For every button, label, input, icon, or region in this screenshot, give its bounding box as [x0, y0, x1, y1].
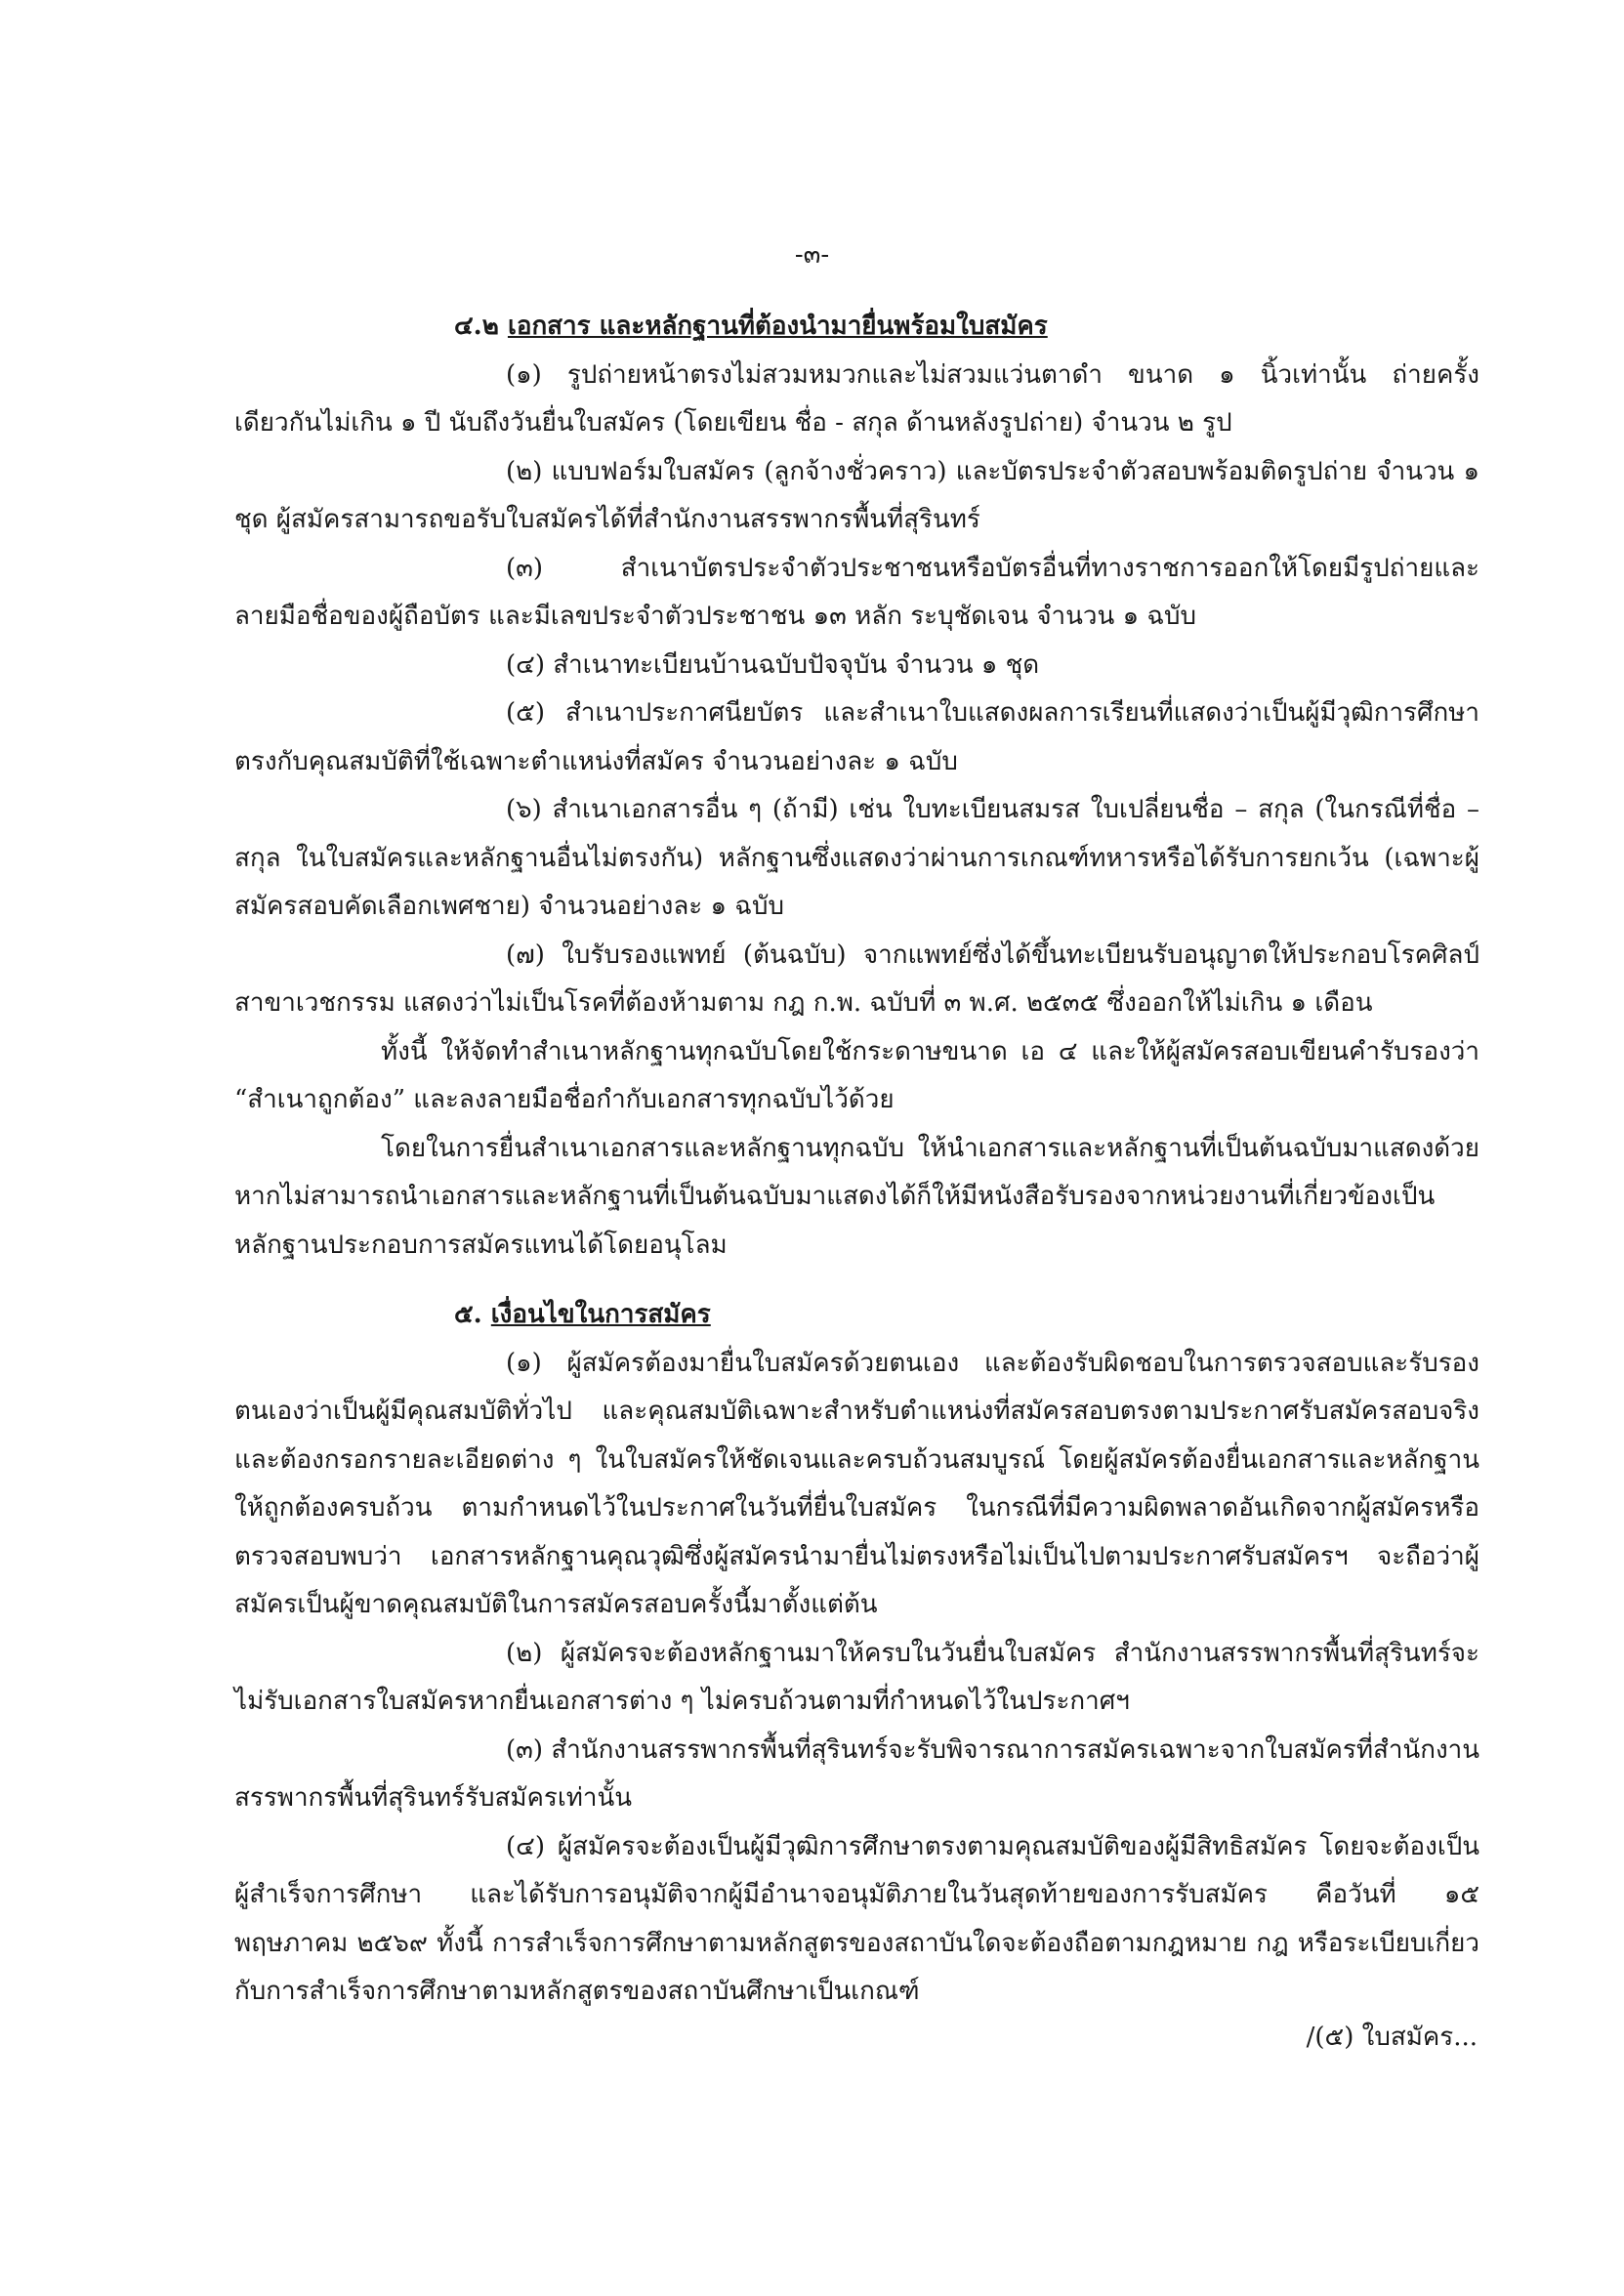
doc-item-6: (๖) สำเนาเอกสารอื่น ๆ (ถ้ามี) เช่น ใบทะเบียนสมรส ใบเปลี่ยนชื่อ – สกุล (ในกรณีที่ชื่อ – สกุล ในใบสมัครและหลักฐานอื่นไม่ตรงกัน) หลักฐานซึ่งแสดงว่าผ่านการเกณฑ์ทหารหรือได้รับการยกเว้น (เฉพาะผู้สมัครสอบคัดเลือกเพศชาย) จำนวนอย่างละ ๑ ฉบับ [234, 795, 1479, 921]
section-5-heading [234, 1291, 1479, 1340]
section-4-2-number: ๔.๒ [454, 312, 499, 341]
section-4-2-title: เอกสาร และหลักฐานที่ต้องนำมายื่นพร้อมใบสมัคร [507, 312, 1048, 341]
doc-item-3: (๓) สำเนาบัตรประจำตัวประชาชนหรือบัตรอื่นที่ทางราชการออกให้โดยมีรูปถ่ายและลายมือชื่อของผู้ถือบัตร และมีเลขประจำตัวประชาชน ๑๓ หลัก ระบุชัดเจน จำนวน ๑ ฉบับ [234, 553, 1479, 631]
section-5-number: ๕. [454, 1300, 482, 1329]
condition-item-1: (๑) ผู้สมัครต้องมายื่นใบสมัครด้วยตนเอง และต้องรับผิดชอบในการตรวจสอบและรับรองตนเองว่าเป็นผู้มีคุณสมบัติทั่วไป และคุณสมบัติเฉพาะสำหรับตำแหน่งที่สมัครสอบตรงตามประกาศรับสมัครสอบจริง และต้องกรอกรายละเอียดต่าง ๆ ในใบสมัครให้ชัดเจนและครบถ้วนสมบูรณ์ โดยผู้สมัครต้องยื่นเอกสารและหลักฐานให้ถูกต้องครบถ้วน ตามกำหนดไว้ในประกาศในวันที่ยื่นใบสมัคร ในกรณีที่มีความผิดพลาดอันเกิดจากผู้สมัครหรือตรวจสอบพบว่า เอกสารหลักฐานคุณวุฒิซึ่งผู้สมัครนำมายื่นไม่ตรงหรือไม่เป็นไปตามประกาศรับสมัครฯ จะถือว่าผู้สมัครเป็นผู้ขาดคุณสมบัติในการสมัครสอบครั้งนี้มาตั้งแต่ต้น [234, 1348, 1479, 1619]
condition-item-3: (๓) สำนักงานสรรพากรพื้นที่สุรินทร์จะรับพิจารณาการสมัครเฉพาะจากใบสมัครที่สำนักงานสรรพากรพื้นที่สุรินทร์รับสมัครเท่านั้น [234, 1734, 1480, 1813]
document-body [234, 303, 1479, 2017]
doc-item-4: (๔) สำเนาทะเบียนบ้านฉบับปัจจุบัน จำนวน ๑ ชุด [506, 649, 1040, 680]
copy-requirement-paragraph: ทั้งนี้ ให้จัดทำสำเนาหลักฐานทุกฉบับโดยใช้กระดาษขนาด เอ ๔ และให้ผู้สมัครสอบเขียนคำรับรองว่า “สำเนาถูกต้อง” และลงลายมือชื่อกำกับเอกสารทุกฉบับไว้ด้วย [234, 1036, 1479, 1114]
section-5-title: เงื่อนไขในการสมัคร [490, 1300, 711, 1329]
page-number: -๓- [794, 240, 830, 270]
continuation-marker: /(๕) ใบสมัคร... [1306, 2023, 1478, 2052]
doc-item-5: (๕) สำเนาประกาศนียบัตร และสำเนาใบแสดงผลการเรียนที่แสดงว่าเป็นผู้มีวุฒิการศึกษาตรงกับคุณสมบัติที่ใช้เฉพาะตำแหน่งที่สมัคร จำนวนอย่างละ ๑ ฉบับ [234, 698, 1479, 776]
condition-item-2: (๒) ผู้สมัครจะต้องหลักฐานมาให้ครบในวันยื่นใบสมัคร สำนักงานสรรพากรพื้นที่สุรินทร์จะไม่รับเอกสารใบสมัครหากยื่นเอกสารต่าง ๆ ไม่ครบถ้วนตามที่กำหนดไว้ในประกาศฯ [234, 1638, 1479, 1716]
doc-item-2: (๒) แบบฟอร์มใบสมัคร (ลูกจ้างชั่วคราว) และบัตรประจำตัวสอบพร้อมติดรูปถ่าย จำนวน ๑ ชุด ผู้สมัครสามารถขอรับใบสมัครได้ที่สำนักงานสรรพากรพื้นที่สุรินทร์ [234, 456, 1479, 534]
original-documents-paragraph: โดยในการยื่นสำเนาเอกสารและหลักฐานทุกฉบับ ให้นำเอกสารและหลักฐานที่เป็นต้นฉบับมาแสดงด้วย หากไม่สามารถนำเอกสารและหลักฐานที่เป็นต้นฉบับมาแสดงได้ก็ให้มีหนังสือรับรองจากหน่วยงานที่เกี่ยวข้องเป็นหลักฐานประกอบการสมัครแทนได้โดยอนุโลม [234, 1133, 1479, 1260]
condition-item-4: (๔) ผู้สมัครจะต้องเป็นผู้มีวุฒิการศึกษาตรงตามคุณสมบัติของผู้มีสิทธิสมัคร โดยจะต้องเป็นผู้สำเร็จการศึกษา และได้รับการอนุมัติจากผู้มีอำนาจอนุมัติภายในวันสุดท้ายของการรับสมัคร คือวันที่ ๑๕ พฤษภาคม ๒๕๖๙ ทั้งนี้ การสำเร็จการศึกษาตามหลักสูตรของสถาบันใดจะต้องถือตามกฎหมาย กฎ หรือระเบียบเกี่ยวกับการสำเร็จการศึกษาตามหลักสูตรของสถาบันศึกษาเป็นเกณฑ์ [234, 1831, 1479, 2006]
doc-item-1: (๑) รูปถ่ายหน้าตรงไม่สวมหมวกและไม่สวมแว่นตาดำ ขนาด ๑ นิ้วเท่านั้น ถ่ายครั้งเดียวกันไม่เกิน ๑ ปี นับถึงวันยื่นใบสมัคร (โดยเขียน ชื่อ - สกุล ด้านหลังรูปถ่าย) จำนวน ๒ รูป [234, 359, 1479, 438]
doc-item-7: (๗) ใบรับรองแพทย์ (ต้นฉบับ) จากแพทย์ซึ่งได้ขึ้นทะเบียนรับอนุญาตให้ประกอบโรคศิลป์สาขาเวชกรรม แสดงว่าไม่เป็นโรคที่ต้องห้ามตาม กฎ ก.พ. ฉบับที่ ๓ พ.ศ. ๒๕๓๕ ซึ่งออกให้ไม่เกิน ๑ เดือน [234, 939, 1479, 1018]
section-4-2-heading [234, 303, 1479, 352]
